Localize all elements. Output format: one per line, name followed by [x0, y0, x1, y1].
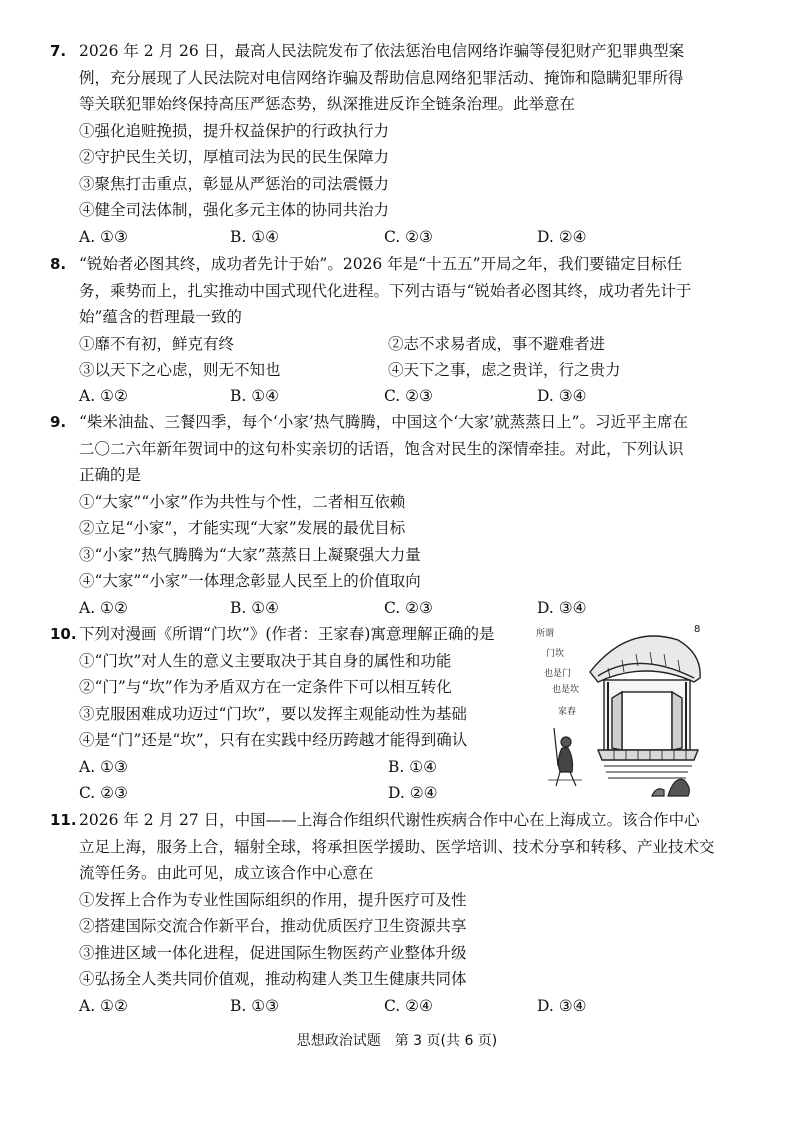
option-3: ③克服困难成功迈过“门坎”，要以发挥主观能动性为基础	[79, 704, 467, 723]
question-number: 9.	[50, 413, 67, 431]
stem-line: 2026 年 2 月 26 日，最高人民法院发布了依法惩治电信网络诈骗等侵犯财产犯罪典型案	[79, 42, 685, 60]
option-1: ①“门坎”对人生的意义主要取决于其自身的属性和功能	[79, 651, 452, 670]
option-2: ②守护民生关切，厚植司法为民的民生保障力	[79, 148, 390, 166]
option-3: ③推进区域一体化进程，促进国际生物医药产业整体升级	[79, 943, 467, 962]
option-4: ④“大家”“小家”一体理念彰显人民至上的价值取向	[79, 572, 421, 590]
stem-line: 下列对漫画《所谓“门坎”》(作者：王家春)寓意理解正确的是	[79, 625, 495, 643]
choice-b: B. ①④	[388, 757, 438, 776]
option-2: ②“门”与“坎”作为矛盾双方在一定条件下可以相互转化	[79, 678, 452, 696]
choice-a: A. ①③	[79, 227, 128, 246]
choice-c: C. ②③	[384, 227, 433, 246]
choice-a: A. ①③	[79, 757, 128, 776]
stem-line: 始”蕴含的哲理最一致的	[79, 308, 242, 326]
option-row	[50, 331, 740, 357]
walking-figure-drawing	[548, 728, 582, 786]
option-row	[50, 357, 740, 383]
option-1: ①发挥上合作为专业性国际组织的作用，提升医疗可及性	[79, 890, 467, 909]
stem-line: “锐始者必图其终，成功者先计于始”。2026 年是“十五五”开局之年，我们要锚定目标任	[79, 255, 683, 273]
stem-line: 例，充分展现了人民法院对电信网络诈骗及帮助信息网络犯罪活动、掩饰和隐瞒犯罪所得	[79, 68, 684, 87]
choice-b: B. ①④	[230, 386, 280, 405]
choice-b: B. ①④	[230, 598, 280, 617]
stem-line: 二〇二六年新年贺词中的这句朴实亲切的话语，饱含对民生的深情牵挂。对此，下列认识	[79, 439, 684, 458]
question-stem	[50, 807, 740, 887]
option-1: ①强化追赃挽损，提升权益保护的行政执行力	[79, 121, 390, 140]
page-footer: 思想政治试题 第 3 页(共 6 页)	[296, 1033, 498, 1049]
choice-a: A. ①②	[79, 386, 128, 405]
option-1: ①靡不有初，鲜克有终	[79, 334, 235, 353]
hut-drawing	[590, 636, 700, 778]
choice-c: C. ②③	[384, 386, 433, 405]
question-11	[50, 807, 740, 1019]
choice-d: D. ③④	[537, 598, 587, 617]
answer-choices	[50, 224, 740, 250]
choice-d: D. ③④	[537, 996, 587, 1015]
question-stem	[50, 38, 740, 118]
caption-col-3: 也是门	[544, 669, 572, 679]
option-3: ③“小家”热气腾腾为“大家”蒸蒸日上凝聚强大力量	[79, 545, 421, 564]
cartoon-illustration	[518, 620, 704, 798]
option-3: ③聚焦打击重点，彰显从严惩治的司法震慑力	[79, 174, 390, 193]
rocks-drawing	[652, 779, 689, 796]
corner-marker: 8	[694, 624, 701, 635]
question-9	[50, 409, 740, 621]
choice-d: D. ③④	[537, 386, 587, 405]
stem-line: 务，乘势而上，扎实推动中国式现代化进程。下列古语与“锐始者必图其终，成功者先计于	[79, 281, 692, 300]
option-4: ④弘扬全人类共同价值观，推动构建人类卫生健康共同体	[79, 970, 467, 988]
stem-line: 等关联犯罪始终保持高压严惩态势，纵深推进反诈全链条治理。此举意在	[79, 95, 576, 113]
stem-line: 流等任务。由此可见，成立该合作中心意在	[79, 864, 374, 882]
caption-col-1: 所谓	[536, 629, 555, 639]
choice-c: C. ②④	[384, 996, 433, 1015]
answer-choices	[50, 993, 740, 1019]
choice-d: D. ②④	[537, 227, 587, 246]
question-8	[50, 251, 740, 409]
question-number: 11.	[50, 811, 77, 829]
signature: 家春	[558, 707, 577, 717]
option-1: ①“大家”“小家”作为共性与个性，二者相互依赖	[79, 492, 406, 511]
question-stem	[50, 251, 740, 331]
stem-line: “柴米油盐、三餐四季，每个‘小家’热气腾腾，中国这个‘大家’就蒸蒸日上”。习近平主席在	[79, 413, 689, 431]
question-number: 8.	[50, 255, 67, 273]
stem-line: 正确的是	[79, 466, 142, 484]
option-4: ④是“门”还是“坎”，只有在实践中经历跨越才能得到确认	[79, 731, 468, 749]
choice-b: B. ①④	[230, 227, 280, 246]
question-number: 7.	[50, 42, 67, 60]
option-2: ②立足“小家”，才能实现“大家”发展的最优目标	[79, 519, 406, 537]
question-stem	[50, 409, 740, 489]
choice-d: D. ②④	[388, 783, 438, 802]
answer-choices	[50, 383, 740, 409]
question-number: 10.	[50, 625, 77, 643]
caption-col-2: 门坎	[546, 649, 565, 659]
choice-c: C. ②③	[79, 783, 128, 802]
choice-c: C. ②③	[384, 598, 433, 617]
option-4: ④天下之事，虑之贵详，行之贵力	[388, 360, 621, 379]
option-2: ②志不求易者成，事不避难者进	[388, 334, 606, 353]
answer-choices	[50, 595, 740, 621]
question-7	[50, 38, 740, 250]
option-4: ④健全司法体制，强化多元主体的协同共治力	[79, 201, 390, 219]
option-2: ②搭建国际交流合作新平台，推动优质医疗卫生资源共享	[79, 917, 467, 935]
cartoon-caption	[536, 628, 579, 717]
stem-line: 立足上海，服务上合，辐射全球，将承担医学援助、医学培训、技术分享和转移、产业技术交	[79, 837, 715, 856]
choice-b: B. ①③	[230, 996, 280, 1015]
caption-col-4: 也是坎	[552, 685, 580, 695]
choice-a: A. ①②	[79, 996, 128, 1015]
option-3: ③以天下之心虑，则无不知也	[79, 360, 281, 379]
choice-a: A. ①②	[79, 598, 128, 617]
stem-line: 2026 年 2 月 27 日，中国——上海合作组织代谢性疾病合作中心在上海成立。该合作中心	[79, 811, 700, 829]
